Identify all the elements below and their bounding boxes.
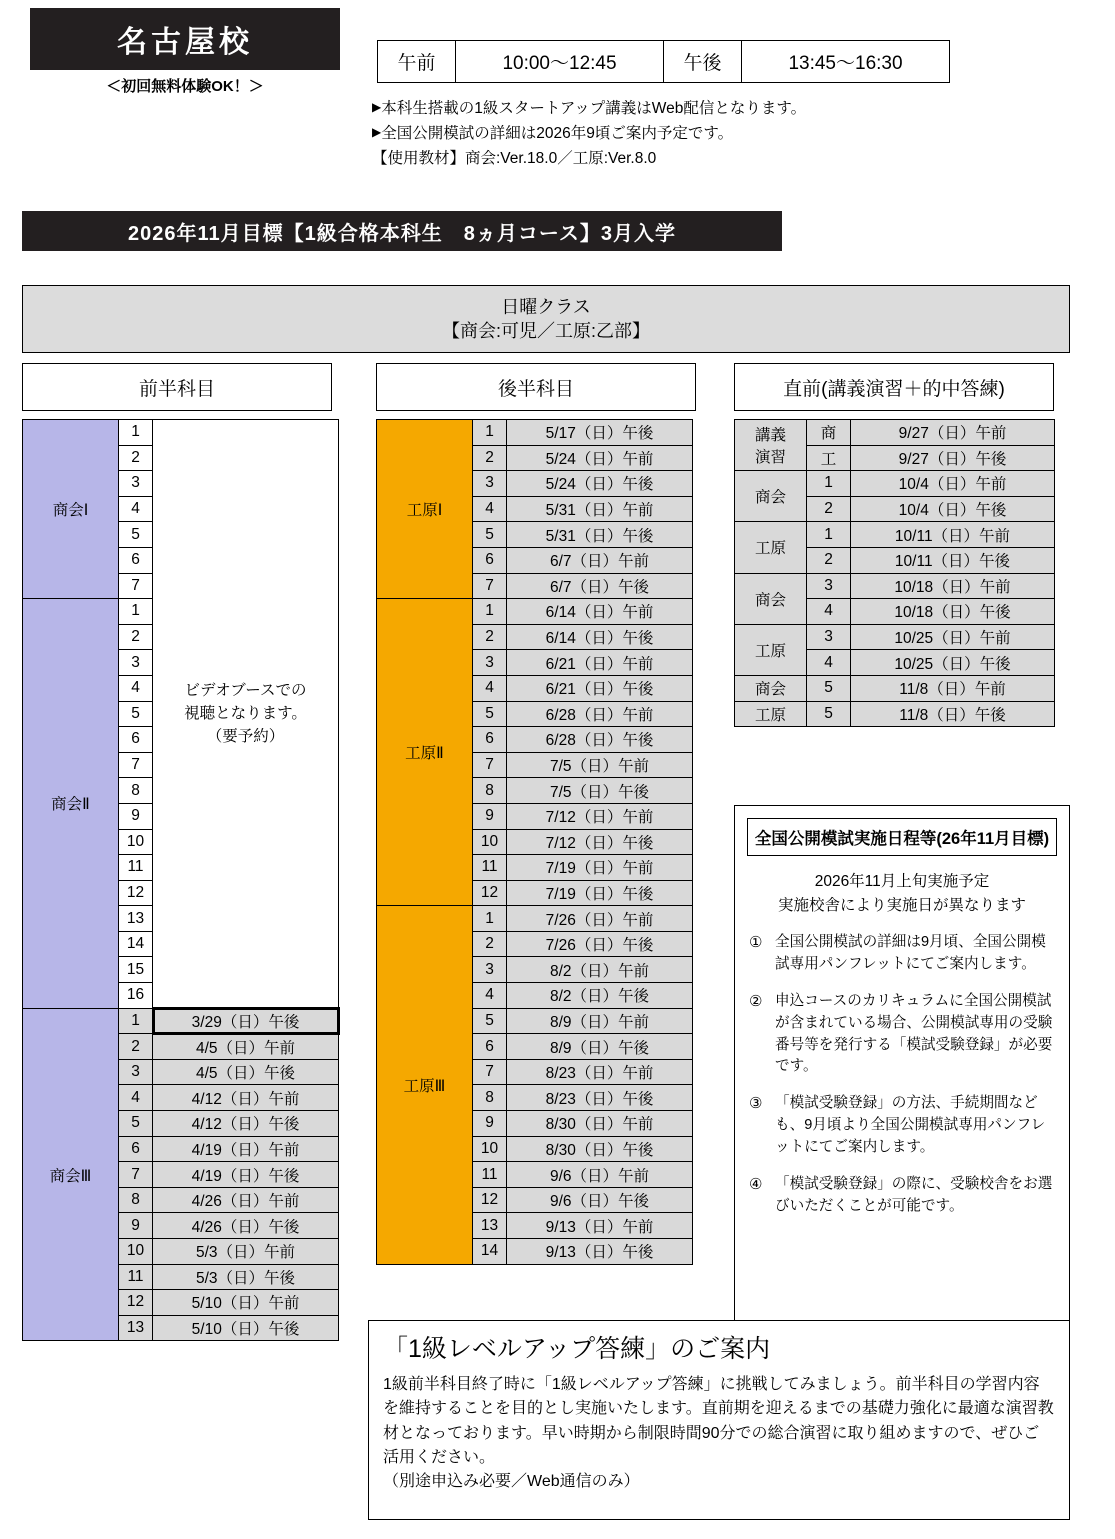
lesson-number: 4 — [473, 675, 507, 701]
list-item — [749, 932, 1055, 976]
chokuzen-sub-label: 工 — [807, 445, 851, 471]
chokuzen-sub-label: 2 — [807, 547, 851, 573]
lesson-date: 4/26（日）午前 — [153, 1187, 339, 1213]
chokuzen-table — [734, 419, 1055, 727]
lesson-date: 6/14（日）午後 — [507, 624, 693, 650]
lesson-number: 5 — [473, 522, 507, 548]
lesson-number: 2 — [119, 624, 153, 650]
table-row — [735, 701, 1055, 727]
chokuzen-sub-label: 2 — [807, 496, 851, 522]
lesson-number: 12 — [473, 1187, 507, 1213]
class-title-line1: 日曜クラス — [501, 296, 591, 317]
chokuzen-group-label: 工原 — [735, 624, 807, 675]
chokuzen-date: 10/4（日）午前 — [851, 471, 1055, 497]
section-heading-chokuzen: 直前(講義演習＋的中答練) — [734, 363, 1054, 411]
first-half-table — [22, 419, 339, 1341]
lesson-number: 5 — [119, 522, 153, 548]
table-row — [377, 599, 693, 625]
lesson-date: 5/31（日）午前 — [507, 496, 693, 522]
table-row — [735, 471, 1055, 497]
mock-exam-subtitle — [735, 870, 1069, 918]
lesson-date: 7/26（日）午後 — [507, 931, 693, 957]
lesson-number: 2 — [473, 445, 507, 471]
lesson-number: 3 — [119, 1059, 153, 1085]
lesson-date: 7/19（日）午前 — [507, 855, 693, 881]
lesson-number: 4 — [119, 675, 153, 701]
pm-value: 13:45〜16:30 — [742, 41, 950, 83]
lesson-date: 4/19（日）午後 — [153, 1162, 339, 1188]
am-label: 午前 — [378, 41, 456, 83]
lesson-number: 13 — [119, 906, 153, 932]
lesson-date: 7/12（日）午前 — [507, 803, 693, 829]
table-row — [377, 906, 693, 932]
lesson-number: 3 — [473, 471, 507, 497]
table-row — [23, 1008, 339, 1034]
lesson-date: 8/23（日）午後 — [507, 1085, 693, 1111]
lesson-number: 16 — [119, 983, 153, 1009]
lesson-date: 6/14（日）午前 — [507, 599, 693, 625]
lesson-number: 7 — [119, 1162, 153, 1188]
lesson-number: 8 — [119, 1187, 153, 1213]
note-text: 全国公開模試の詳細は2026年9頃ご案内予定です。 — [381, 125, 734, 143]
chokuzen-group-label: 講義 演習 — [735, 420, 807, 471]
free-trial-note: ＜初回無料体験OK！＞ — [106, 78, 264, 95]
lesson-number: 2 — [119, 445, 153, 471]
lesson-date: 8/9（日）午後 — [507, 1034, 693, 1060]
note-row — [372, 121, 1072, 146]
chokuzen-sub-label: 5 — [807, 675, 851, 701]
chokuzen-date: 10/11（日）午前 — [851, 522, 1055, 548]
list-item-text: 「模試受験登録」の方法、手続期間なども、9月頃より全国公開模試専用パンフレットにてご案内します。 — [775, 1095, 1046, 1156]
table-row — [735, 624, 1055, 650]
lesson-number: 13 — [473, 1213, 507, 1239]
list-item — [749, 1093, 1055, 1159]
lesson-number: 11 — [473, 1162, 507, 1188]
lesson-date: 7/19（日）午後 — [507, 880, 693, 906]
lesson-date: 7/5（日）午後 — [507, 778, 693, 804]
header-notes — [372, 96, 1072, 171]
lesson-date: 5/24（日）午後 — [507, 471, 693, 497]
lesson-number: 6 — [119, 727, 153, 753]
chokuzen-sub-label: 商 — [807, 420, 851, 446]
chokuzen-date: 10/25（日）午前 — [851, 624, 1055, 650]
lesson-number: 7 — [119, 573, 153, 599]
triangle-bullet-icon: ▶ — [372, 125, 382, 140]
lesson-number: 4 — [473, 983, 507, 1009]
list-item — [749, 1174, 1055, 1218]
lesson-date: 7/26（日）午前 — [507, 906, 693, 932]
list-item-marker: ① — [749, 934, 763, 952]
lesson-number: 6 — [119, 547, 153, 573]
lesson-number: 11 — [119, 1264, 153, 1290]
chokuzen-date: 9/27（日）午前 — [851, 420, 1055, 446]
school-name-badge: 名古屋校 — [30, 8, 340, 70]
pm-label: 午後 — [664, 41, 742, 83]
lesson-number: 14 — [473, 1239, 507, 1265]
lesson-date: 7/12（日）午後 — [507, 829, 693, 855]
subject-label: 商会Ⅰ — [23, 420, 119, 599]
chokuzen-date: 10/18（日）午後 — [851, 599, 1055, 625]
lesson-date: 5/31（日）午後 — [507, 522, 693, 548]
lesson-date: 6/28（日）午後 — [507, 727, 693, 753]
list-item-text: 全国公開模試の詳細は9月頃、全国公開模試専用パンフレットにてご案内します。 — [775, 934, 1046, 972]
note-row — [372, 96, 1072, 121]
mock-exam-list — [749, 932, 1055, 1218]
lesson-number: 10 — [119, 829, 153, 855]
chokuzen-sub-label: 4 — [807, 650, 851, 676]
subject-label: 工原Ⅰ — [377, 420, 473, 599]
chokuzen-date: 10/4（日）午後 — [851, 496, 1055, 522]
lesson-number: 1 — [473, 599, 507, 625]
mock-exam-title: 全国公開模試実施日程等(26年11月目標) — [747, 818, 1057, 856]
lesson-number: 15 — [119, 957, 153, 983]
chokuzen-sub-label: 4 — [807, 599, 851, 625]
table-row — [377, 420, 693, 446]
table-row — [23, 420, 339, 446]
subject-label: 工原Ⅲ — [377, 906, 473, 1264]
lesson-date: 8/30（日）午前 — [507, 1111, 693, 1137]
chokuzen-date: 10/25（日）午後 — [851, 650, 1055, 676]
lesson-number: 9 — [119, 803, 153, 829]
chokuzen-sub-label: 1 — [807, 471, 851, 497]
lesson-date: 5/24（日）午前 — [507, 445, 693, 471]
lesson-number: 8 — [473, 1085, 507, 1111]
chokuzen-group-label: 商会 — [735, 675, 807, 701]
lesson-number: 6 — [473, 727, 507, 753]
lesson-date: 8/2（日）午後 — [507, 983, 693, 1009]
table-row — [735, 522, 1055, 548]
lesson-date: 4/12（日）午後 — [153, 1111, 339, 1137]
lesson-number: 2 — [119, 1034, 153, 1060]
page-header — [0, 0, 1115, 190]
subject-label: 商会Ⅲ — [23, 1008, 119, 1341]
chokuzen-group-label: 工原 — [735, 522, 807, 573]
triangle-bullet-icon: ▶ — [372, 100, 382, 114]
lesson-number: 7 — [473, 752, 507, 778]
lesson-number: 2 — [473, 931, 507, 957]
lesson-date: 3/29（日）午後 — [153, 1008, 339, 1034]
lesson-number: 7 — [119, 752, 153, 778]
lesson-date: 8/23（日）午前 — [507, 1059, 693, 1085]
levelup-body-line: （別途申込み必要／Web通信のみ） — [383, 1473, 640, 1491]
chokuzen-group-label: 商会 — [735, 573, 807, 624]
table-row — [735, 675, 1055, 701]
materials-text: 【使用教材】商会:Ver.18.0／工原:Ver.8.0 — [372, 150, 657, 168]
lesson-number: 7 — [473, 1059, 507, 1085]
table-row — [735, 420, 1055, 446]
list-item-text: 申込コースのカリキュラムに全国公開模試が含まれている場合、公開模試専用の受験番号等を発行する「模試受験登録」が必要です。 — [775, 992, 1053, 1075]
lesson-number: 8 — [473, 778, 507, 804]
lesson-number: 11 — [119, 855, 153, 881]
lesson-number: 6 — [119, 1136, 153, 1162]
class-title-block — [22, 285, 1070, 353]
lesson-date: 4/5（日）午後 — [153, 1059, 339, 1085]
lesson-date: 5/3（日）午前 — [153, 1239, 339, 1265]
lesson-date: 4/5（日）午前 — [153, 1034, 339, 1060]
section-heading-second-half: 後半科目 — [376, 363, 696, 411]
lesson-date: 4/19（日）午前 — [153, 1136, 339, 1162]
lesson-number: 10 — [473, 1136, 507, 1162]
am-value: 10:00〜12:45 — [456, 41, 664, 83]
levelup-body — [383, 1373, 1055, 1495]
lesson-date: 7/5（日）午前 — [507, 752, 693, 778]
chokuzen-date: 10/11（日）午後 — [851, 547, 1055, 573]
levelup-title: 「1級レベルアップ答練」のご案内 — [383, 1335, 771, 1363]
note-text: 本科生搭載の1級スタートアップ講義はWeb配信となります。 — [381, 100, 807, 117]
lesson-number: 7 — [473, 573, 507, 599]
chokuzen-sub-label: 1 — [807, 522, 851, 548]
lesson-number: 3 — [473, 957, 507, 983]
lesson-date: 5/17（日）午後 — [507, 420, 693, 446]
subject-label: 商会Ⅱ — [23, 599, 119, 1009]
lesson-date: 6/21（日）午前 — [507, 650, 693, 676]
list-item-marker: ③ — [749, 1095, 763, 1113]
mock-exam-subtitle-line2: 実施校舎により実施日が異なります — [777, 897, 1026, 915]
lesson-number: 5 — [119, 701, 153, 727]
chokuzen-sub-label: 3 — [807, 624, 851, 650]
mock-exam-subtitle-line1: 2026年11月上旬実施予定 — [814, 873, 990, 890]
lesson-date: 6/28（日）午前 — [507, 701, 693, 727]
lesson-number: 4 — [473, 496, 507, 522]
lesson-date: 5/10（日）午前 — [153, 1290, 339, 1316]
lesson-date: 8/2（日）午前 — [507, 957, 693, 983]
list-item-text: 「模試受験登録」の際に、受験校舎をお選びいただくことが可能です。 — [775, 1176, 1053, 1214]
lesson-date: 6/7（日）午前 — [507, 547, 693, 573]
lesson-number: 3 — [473, 650, 507, 676]
mock-exam-box — [734, 805, 1070, 1325]
lesson-number: 6 — [473, 547, 507, 573]
chokuzen-group-label: 工原 — [735, 701, 807, 727]
table-row — [735, 573, 1055, 599]
chokuzen-date: 10/18（日）午前 — [851, 573, 1055, 599]
lesson-number: 1 — [119, 599, 153, 625]
lesson-number: 11 — [473, 855, 507, 881]
lesson-date: 8/9（日）午前 — [507, 1008, 693, 1034]
lesson-number: 10 — [119, 1239, 153, 1265]
lesson-date: 6/21（日）午後 — [507, 675, 693, 701]
lesson-number: 5 — [473, 1008, 507, 1034]
list-item-marker: ② — [749, 992, 763, 1010]
chokuzen-date: 11/8（日）午後 — [851, 701, 1055, 727]
lesson-number: 1 — [473, 420, 507, 446]
lesson-number: 12 — [119, 1290, 153, 1316]
lesson-number: 8 — [119, 778, 153, 804]
class-time-table — [377, 40, 950, 83]
list-item — [749, 991, 1055, 1079]
list-item-marker: ④ — [749, 1176, 763, 1194]
lesson-number: 5 — [473, 701, 507, 727]
video-booth-note: ビデオブースでの 視聴となります。 （要予約） — [153, 420, 339, 1009]
lesson-date: 5/10（日）午後 — [153, 1315, 339, 1341]
section-heading-first-half: 前半科目 — [22, 363, 332, 411]
lesson-number: 1 — [119, 1008, 153, 1034]
lesson-number: 14 — [119, 931, 153, 957]
lesson-number: 4 — [119, 496, 153, 522]
lesson-date: 8/30（日）午後 — [507, 1136, 693, 1162]
lesson-date: 9/13（日）午後 — [507, 1239, 693, 1265]
lesson-number: 6 — [473, 1034, 507, 1060]
lesson-date: 4/26（日）午後 — [153, 1213, 339, 1239]
levelup-box — [368, 1320, 1070, 1520]
levelup-body-line: 1級前半科目終了時に「1級レベルアップ答練」に挑戦してみましょう。前半科目の学習内容を維持することを目的とし実施いたします。直前期を迎えるまでの基礎力強化に最適な演習教材となっております。早い時期から制限時間90分での総合演習に取り組めますので、ぜひご活用ください。 — [383, 1376, 1054, 1466]
chokuzen-group-label: 商会 — [735, 471, 807, 522]
second-half-table — [376, 419, 693, 1265]
lesson-number: 4 — [119, 1085, 153, 1111]
lesson-number: 12 — [119, 880, 153, 906]
lesson-number: 9 — [473, 1111, 507, 1137]
subject-label: 工原Ⅱ — [377, 599, 473, 906]
lesson-number: 9 — [473, 803, 507, 829]
lesson-number: 9 — [119, 1213, 153, 1239]
lesson-date: 9/6（日）午前 — [507, 1162, 693, 1188]
lesson-number: 3 — [119, 650, 153, 676]
chokuzen-date: 11/8（日）午前 — [851, 675, 1055, 701]
lesson-date: 9/13（日）午前 — [507, 1213, 693, 1239]
class-title-line2: 【商会:可児／工原:乙部】 — [441, 321, 650, 341]
chokuzen-sub-label: 5 — [807, 701, 851, 727]
lesson-date: 9/6（日）午後 — [507, 1187, 693, 1213]
lesson-number: 13 — [119, 1315, 153, 1341]
chokuzen-sub-label: 3 — [807, 573, 851, 599]
chokuzen-date: 9/27（日）午後 — [851, 445, 1055, 471]
lesson-number: 10 — [473, 829, 507, 855]
lesson-number: 3 — [119, 471, 153, 497]
lesson-date: 5/3（日）午後 — [153, 1264, 339, 1290]
lesson-number: 2 — [473, 624, 507, 650]
lesson-number: 12 — [473, 880, 507, 906]
lesson-date: 4/12（日）午前 — [153, 1085, 339, 1111]
lesson-date: 6/7（日）午後 — [507, 573, 693, 599]
lesson-number: 1 — [119, 420, 153, 446]
course-title-bar: 2026年11月目標【1級合格本科生 8ヵ月コース】3月入学 — [22, 211, 782, 251]
lesson-number: 1 — [473, 906, 507, 932]
lesson-number: 5 — [119, 1111, 153, 1137]
